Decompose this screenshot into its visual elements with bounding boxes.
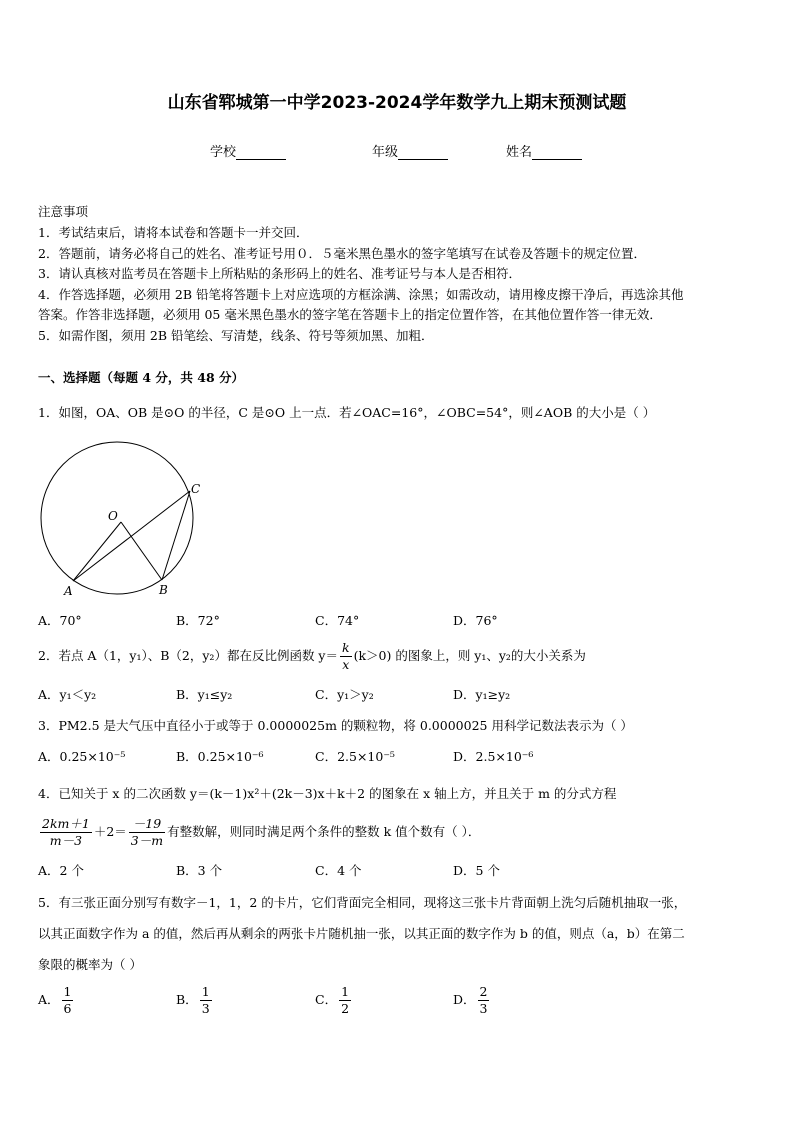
q1-option-b: B．72° [176, 613, 220, 628]
question-5-line: 以其正面数字作为 a 的值，然后再从剩余的两张卡片随机抽一张，以其正面的数字作为 b 的值，则点（a，b）在第二 [38, 926, 685, 941]
question-3-stem: 3．PM2.5 是大气压中直径小于或等于 0.0000025m 的颗粒物，将 0.0000025 用科学记数法表示为（ ） [38, 718, 633, 733]
q2-stem-a: 2．若点 A（1，y₁）、B（2，y₂）都在反比例函数 y＝ [38, 648, 338, 663]
school-label: 学校 [210, 145, 237, 160]
label-c: C [191, 482, 201, 496]
q5-option-fraction [62, 984, 74, 1017]
notice-heading: 注意事项 [38, 204, 89, 219]
question-1-stem: 1．如图，OA、OB 是⊙O 的半径，C 是⊙O 上一点．若∠OAC=16°，∠OBC=54°，则∠AOB 的大小是（ ） [38, 405, 656, 420]
q4-option-c: C．4 个 [315, 863, 362, 878]
q2-option-d: D．y₁≥y₂ [453, 687, 511, 702]
frac-num: 1 [63, 984, 72, 999]
notice-item: 2．答题前，请务必将自己的姓名、准考证号用０．５毫米黑色墨水的签字笔填写在试卷及答题卡的规定位置． [38, 246, 646, 261]
q5-option-letter: B． [176, 992, 198, 1007]
q5-option-a [38, 984, 75, 1017]
section-heading: 一、选择题（每题 4 分，共 48 分） [38, 370, 245, 385]
q5-option-fraction [478, 984, 490, 1017]
question-4-stem-b [38, 816, 480, 849]
segment-ac [73, 491, 190, 581]
q2-option-c: C．y₁＞y₂ [315, 687, 374, 702]
q5-option-c [315, 984, 353, 1017]
frac-den: 2 [341, 1001, 350, 1016]
frac-den: 3 [201, 1001, 210, 1016]
q2-frac-den: x [342, 657, 350, 672]
q2-option-a: A．y₁＜y₂ [38, 687, 97, 702]
q5-option-fraction [339, 984, 351, 1017]
q2-stem-b: (k＞0) 的图象上，则 y₁、y₂的大小关系为 [353, 648, 586, 663]
label-a: A [64, 584, 73, 598]
frac-den: 3 [479, 1001, 488, 1016]
q3-option-a: A．0.25×10⁻⁵ [38, 749, 126, 764]
q5-option-b [176, 984, 214, 1017]
notice-item: 答案。作答非选择题，必须用 05 毫米黑色墨水的签字笔在答题卡上的指定位置作答，在其他位置作答一律无效． [38, 307, 662, 322]
name-blank [532, 146, 582, 160]
notice-item: 4．作答选择题，必须用 2B 铅笔将答题卡上对应选项的方框涂满、涂黑；如需改动，请用橡皮擦干净后，再选涂其他 [38, 287, 684, 302]
q5-option-letter: C． [315, 992, 338, 1007]
grade-label: 年级 [372, 145, 399, 160]
q2-frac-num: k [341, 640, 350, 655]
notice-item: 3．请认真核对监考员在答题卡上所粘贴的条形码上的姓名、准考证号与本人是否相符． [38, 266, 521, 281]
school-field [210, 141, 286, 160]
q4-fraction-1 [40, 816, 92, 849]
question-5-line: 象限的概率为（ ） [38, 957, 142, 972]
q5-option-letter: A． [38, 992, 60, 1007]
frac-num: 2 [479, 984, 488, 999]
q2-fraction [340, 640, 352, 673]
label-b: B [159, 583, 168, 597]
name-label: 姓名 [506, 145, 533, 160]
q5-option-fraction [200, 984, 212, 1017]
grade-blank [398, 146, 448, 160]
name-field [506, 141, 582, 160]
q5-option-d [453, 984, 491, 1017]
grade-field [372, 141, 448, 160]
notice-item: 5．如需作图，须用 2B 铅笔绘、写清楚，线条、符号等须加黑、加粗． [38, 328, 434, 343]
question-5-line: 5．有三张正面分别写有数字－1，1，2 的卡片，它们背面完全相同，现将这三张卡片背面朝上洗匀后随机抽取一张， [38, 895, 687, 910]
page-title: 山东省郓城第一中学2023-2024学年数学九上期末预测试题 [167, 93, 627, 113]
frac-den: 6 [63, 1001, 72, 1016]
q1-option-c: C．74° [315, 613, 360, 628]
notice-item: 1．考试结束后，请将本试卷和答题卡一并交回． [38, 225, 309, 240]
q4-f1-num: 2km＋1 [42, 816, 90, 831]
q4-option-d: D．5 个 [453, 863, 500, 878]
circle-figure [36, 438, 206, 600]
q3-option-c: C．2.5×10⁻⁵ [315, 749, 395, 764]
q4-stem-b-text: 有整数解，则同时满足两个条件的整数 k 值个数有（ ）． [167, 824, 481, 839]
q4-option-a: A．2 个 [38, 863, 84, 878]
segment-ob [121, 522, 162, 580]
segment-oa [73, 522, 121, 581]
q3-option-d: D．2.5×10⁻⁶ [453, 749, 534, 764]
q3-option-b: B．0.25×10⁻⁶ [176, 749, 264, 764]
q4-f2-den: 3－m [130, 833, 164, 848]
q4-mid: ＋2＝ [93, 824, 127, 839]
school-blank [236, 146, 286, 160]
q4-fraction-2 [129, 816, 165, 849]
q2-option-b: B．y₁≤y₂ [176, 687, 233, 702]
q1-option-d: D．76° [453, 613, 498, 628]
q5-option-letter: D． [453, 992, 476, 1007]
frac-num: 1 [201, 984, 210, 999]
label-o: O [108, 509, 118, 523]
q4-f1-den: m－3 [49, 833, 83, 848]
q4-f2-num: －19 [129, 816, 165, 833]
question-2-stem [38, 640, 586, 673]
question-4-stem-a: 4．已知关于 x 的二次函数 y＝(k－1)x²＋(2k－3)x＋k＋2 的图象在 x 轴上方，并且关于 m 的分式方程 [38, 786, 617, 801]
frac-num: 1 [341, 984, 350, 999]
q4-option-b: B．3 个 [176, 863, 223, 878]
q1-option-a: A．70° [38, 613, 82, 628]
